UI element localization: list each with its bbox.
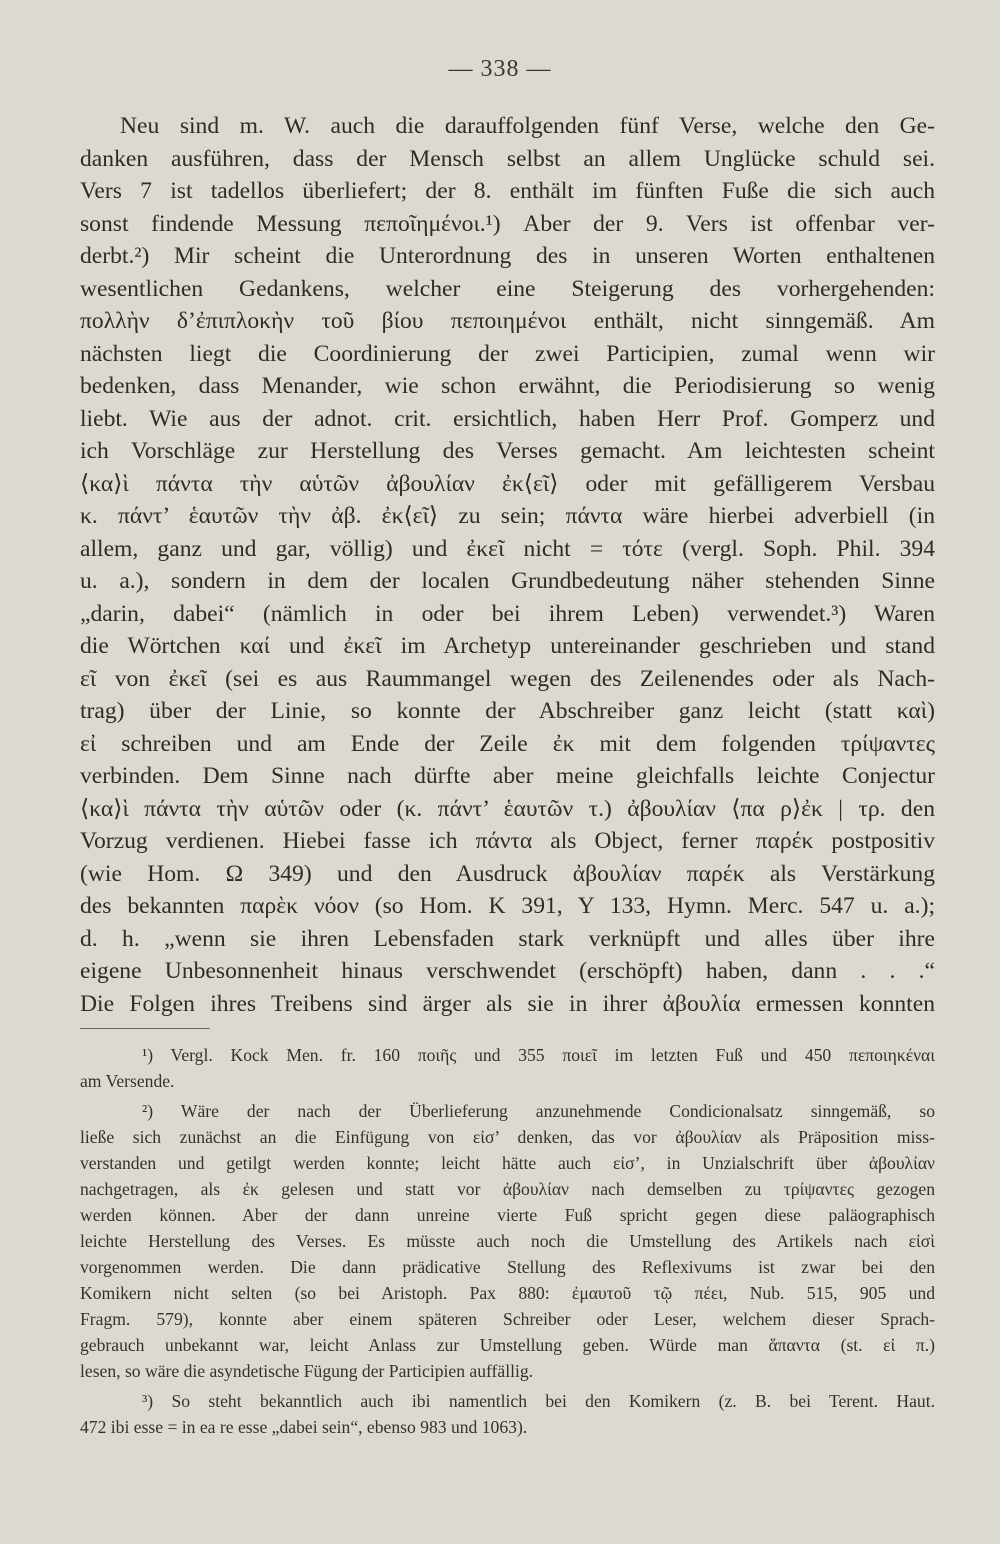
text-line: trag) über der Linie, so konnte der Abschreiber ganz leicht (statt καὶ) [80, 698, 935, 724]
footnote-line: ließe sich zunächst an die Einfügung von εἰσ’ denken, das vor ἀβουλίαν als Präposition miss- [80, 1127, 935, 1147]
text-line: ⟨κα⟩ὶ πάντα τὴν αὑτῶν ἀβουλίαν ἐκ⟨εῖ⟩ oder mit gefälligerem Versbau [80, 470, 935, 497]
text-line: εἰ schreiben und am Ende der Zeile ἐκ mit dem folgenden τρίψαντες [80, 730, 935, 757]
footnote-line: ³) So steht bekanntlich auch ibi namentlich bei den Komikern (z. B. bei Terent. Haut. [142, 1391, 935, 1411]
footnote-line: am Versende. [80, 1071, 175, 1091]
footnote-separator [80, 1028, 210, 1029]
text-line: derbt.²) Mir scheint die Unterordnung des in unseren Worten enthaltenen [80, 243, 935, 269]
page-number: — 338 — [448, 56, 552, 82]
main-text [80, 110, 935, 1020]
footnote-3 [80, 1388, 935, 1440]
text-line: u. a.), sondern in dem der localen Grundbedeutung näher stehenden Sinne [80, 568, 935, 594]
text-line: sonst findende Messung πεποῖημένοι.¹) Aber der 9. Vers ist offenbar ver- [80, 210, 935, 237]
footnote-line: Komikern nicht selten (so bei Aristoph. Pax 880: ἐμαυτοῦ τῷ πέει, Nub. 515, 905 und [80, 1283, 935, 1303]
text-line: Vers 7 ist tadellos überliefert; der 8. enthält im fünften Fuße die sich auch [80, 178, 935, 204]
text-line: nächsten liegt die Coordinierung der zwei Participien, zumal wenn wir [80, 340, 935, 367]
text-line: danken ausführen, dass der Mensch selbst an allem Unglücke schuld sei. [80, 145, 935, 172]
footnote-line: nachgetragen, als ἐκ gelesen und statt vor ἀβουλίαν nach demselben zu τρίψαντες gezogen [80, 1179, 935, 1199]
footnote-line: lesen, so wäre die asyndetische Fügung der Participien auffällig. [80, 1361, 534, 1381]
text-line: κ. πάντ’ ἑαυτῶν τὴν ἀβ. ἐκ⟨εῖ⟩ zu sein; πάντα wäre hierbei adverbiell (in [80, 503, 935, 529]
text-line: d. h. „wenn sie ihren Lebensfaden stark verknüpft und alles über ihre [80, 925, 935, 952]
footnote-line: ¹) Vergl. Kock Men. fr. 160 ποιῆς und 355 ποιεῖ im letzten Fuß und 450 πεποιηκέναι [142, 1045, 935, 1065]
footnote-2 [80, 1098, 935, 1384]
text-line: Vorzug verdienen. Hiebei fasse ich πάντα als Object, ferner παρέκ postpositiv [80, 828, 935, 854]
text-line: des bekannten παρὲκ νόον (so Hom. K 391, Y 133, Hymn. Merc. 547 u. a.); [80, 893, 935, 919]
text-line: eigene Unbesonnenheit hinaus verschwendet (erschöpft) haben, dann . . .“ [80, 958, 935, 984]
text-line: „darin, dabei“ (nämlich in oder bei ihrem Leben) verwendet.³) Waren [80, 600, 935, 627]
footnotes [80, 1042, 935, 1440]
text-line: die Wörtchen καί und ἐκεῖ im Archetyp untereinander geschrieben und stand [80, 633, 935, 659]
text-line: ⟨κα⟩ὶ πάντα τὴν αὑτῶν oder (κ. πάντ’ ἑαυτῶν τ.) ἀβουλίαν ⟨πα ρ⟩ἐκ | τρ. den [80, 795, 935, 822]
text-line: πολλὴν δ’ἐπιπλοκὴν τοῦ βίου πεποιημένοι enthält, nicht sinngemäß. Am [80, 308, 935, 334]
footnote-line: gebrauch unbekannt war, leicht Anlass zur Umstellung geben. Würde man ἅπαντα (st. εἰ π.) [80, 1335, 935, 1355]
text-line: bedenken, dass Menander, wie schon erwähnt, die Periodisierung so wenig [80, 373, 935, 399]
footnote-line: 472 ibi esse = in ea re esse „dabei sein“, ebenso 983 und 1063). [80, 1417, 528, 1437]
text-line: (wie Hom. Ω 349) und den Ausdruck ἀβουλίαν παρέκ als Verstärkung [80, 860, 935, 887]
text-line: Neu sind m. W. auch die darauffolgenden fünf Verse, welche den Ge- [120, 113, 935, 139]
text-line: verbinden. Dem Sinne nach dürfte aber meine gleichfalls leichte Conjectur [80, 763, 935, 789]
footnote-line: ²) Wäre der nach der Überlieferung anzunehmende Condicionalsatz sinngemäß, so [142, 1101, 935, 1121]
footnote-line: leichte Herstellung des Verses. Es müsste auch noch die Umstellung des Artikels nach εἰσὶ [80, 1231, 935, 1251]
footnote-line: verstanden und getilgt werden konnte; leicht hätte auch εἰσ’, in Unzialschrift über ἀβουλίαν [80, 1153, 935, 1173]
text-line: εῖ von ἐκεῖ (sei es aus Raummangel wegen des Zeilenendes oder als Nach- [80, 665, 935, 692]
text-line: liebt. Wie aus der adnot. crit. ersichtlich, haben Herr Prof. Gomperz und [80, 405, 935, 432]
footnote-1 [80, 1042, 935, 1094]
footnote-line: Fragm. 579), konnte aber einem späteren Schreiber oder Leser, welchem dieser Sprach- [80, 1309, 935, 1329]
text-line: ich Vorschläge zur Herstellung des Verses gemacht. Am leichtesten scheint [80, 438, 935, 464]
text-line: Die Folgen ihres Treibens sind ärger als sie in ihrer ἀβουλία ermessen konnten [80, 990, 935, 1017]
text-line: wesentlichen Gedankens, welcher eine Steigerung des vorhergehenden: [80, 275, 935, 302]
footnote-line: vorgenommen werden. Die dann prädicative Stellung des Reflexivums ist zwar bei den [80, 1257, 935, 1277]
footnote-line: werden können. Aber der dann unreine vierte Fuß spricht gegen diese paläographisch [80, 1205, 935, 1225]
text-line: allem, ganz und gar, völlig) und ἐκεῖ nicht = τότε (vergl. Soph. Phil. 394 [80, 535, 935, 562]
